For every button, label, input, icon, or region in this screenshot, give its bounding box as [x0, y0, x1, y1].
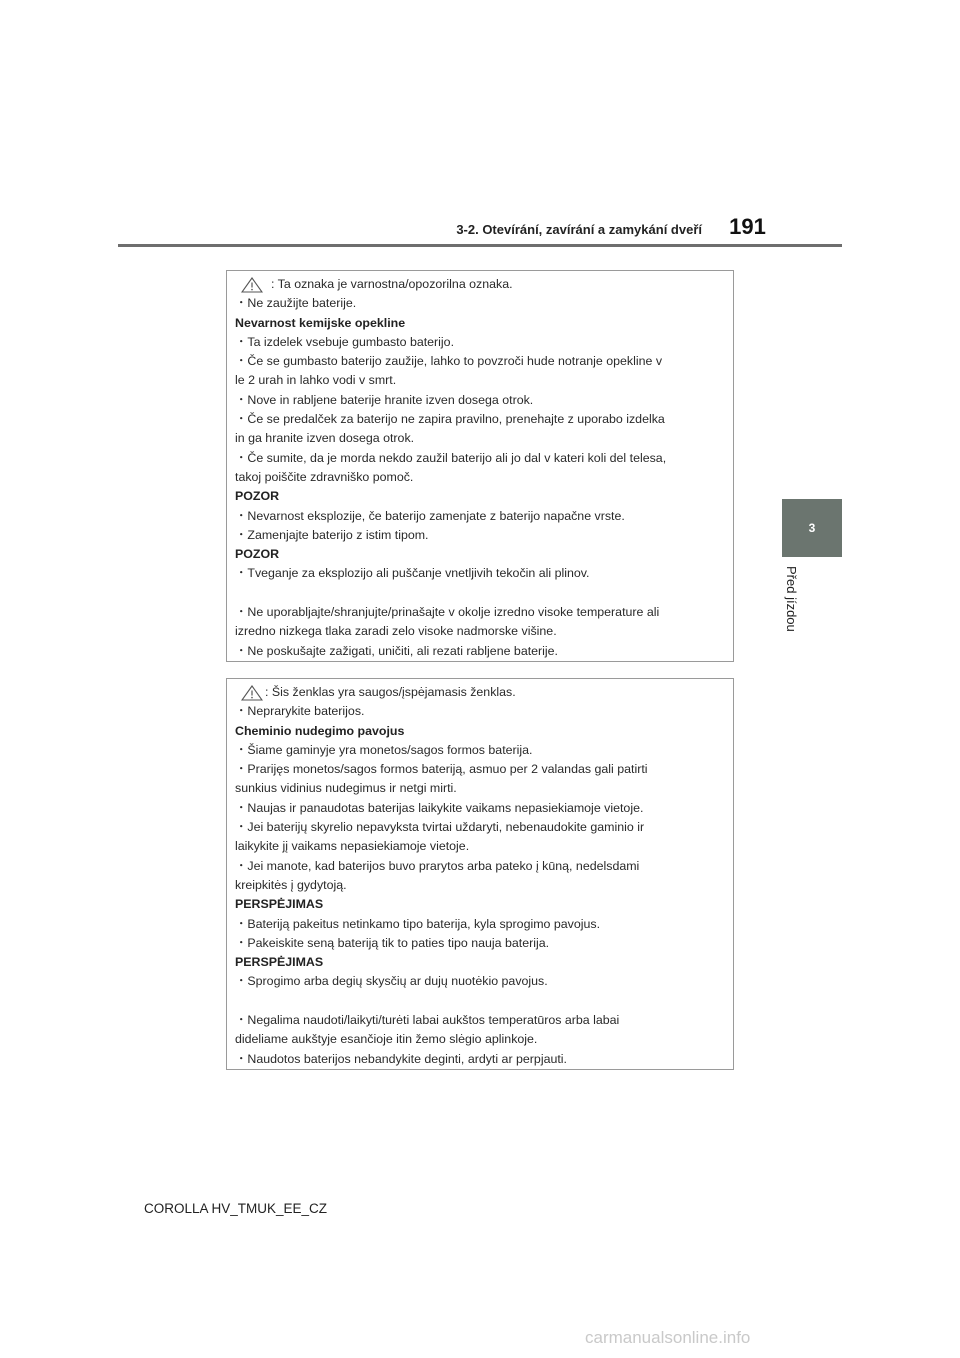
notice-line: sunkius vidinius nudegimus ir netgi mirti. — [235, 781, 457, 796]
notice-line: takoj poiščite zdravniško pomoč. — [235, 469, 414, 484]
notice-box-slovenian — [226, 270, 734, 662]
notice-line: ・Negalima naudoti/laikyti/turėti labai aukštos temperatūros arba labai — [235, 1013, 620, 1028]
notice-line: ・Če se predalček za baterijo ne zapira pravilno, prenehajte z uporabo izdelka — [235, 412, 665, 427]
notice-line: ・Pakeiskite seną bateriją tik to paties tipo nauja baterija. — [235, 935, 550, 950]
notice-line: ・Prarijęs monetos/sagos formos bateriją, asmuo per 2 valandas gali patirti — [235, 762, 648, 777]
page-number: 191 — [729, 214, 766, 239]
notice-line: ・Naujas ir panaudotas baterijas laikykite vaikams nepasiekiamoje vietoje. — [235, 800, 644, 815]
watermark: carmanualsonline.info — [585, 1328, 751, 1347]
chapter-tab: 3 — [782, 499, 842, 557]
notice-line: ・Če se gumbasto baterijo zaužije, lahko to povzroči hude notranje opekline v — [235, 354, 663, 369]
warning-text: : Šis ženklas yra saugos/įspėjamasis ženklas. — [265, 685, 516, 699]
warning-text: : Ta oznaka je varnostna/opozorilna oznaka. — [271, 277, 513, 291]
notice-line: in ga hranite izven dosega otrok. — [235, 431, 415, 446]
notice-heading: Cheminio nudegimo pavojus — [235, 723, 405, 738]
notice-lines — [235, 294, 725, 661]
notice-lines — [235, 702, 725, 1069]
notice-line: le 2 urah in lahko vodi v smrt. — [235, 373, 397, 388]
notice-line: ・Naudotos baterijos nebandykite deginti, ardyti ar perpjauti. — [235, 1051, 567, 1066]
notice-line: ・Nevarnost eksplozije, če baterijo zamenjate z baterijo napačne vrste. — [235, 508, 625, 523]
notice-line: ・Če sumite, da je morda nekdo zaužil baterijo ali jo dal v kateri koli del telesa, — [235, 450, 667, 465]
notice-heading: POZOR — [235, 489, 280, 504]
warning-row — [235, 275, 725, 294]
header-rule — [118, 244, 842, 247]
notice-line: laikykite jį vaikams nepasiekiamoje vietoje. — [235, 839, 470, 854]
notice-line: ・Ne zaužijte baterije. — [235, 296, 357, 311]
notice-line: ・Jei manote, kad baterijos buvo prarytos arba pateko į kūną, nedelsdami — [235, 858, 640, 873]
notice-line: kreipkitės į gydytoją. — [235, 877, 347, 892]
notice-line: ・Bateriją pakeitus netinkamo tipo baterija, kyla sprogimo pavojus. — [235, 916, 601, 931]
notice-line: ・Jei baterijų skyrelio nepavyksta tvirtai uždaryti, nebenaudokite gaminio ir — [235, 820, 645, 835]
notice-heading: PERSPĖJIMAS — [235, 955, 324, 970]
warning-triangle-icon — [241, 277, 263, 293]
warning-triangle-icon — [241, 685, 263, 701]
notice-line: ・Šiame gaminyje yra monetos/sagos formos baterija. — [235, 742, 533, 757]
notice-line: ・Ne poskušajte zažigati, uničiti, ali rezati rabljene baterije. — [235, 643, 559, 658]
notice-line: ・Nove in rabljene baterije hranite izven dosega otrok. — [235, 392, 534, 407]
section-title: 3-2. Otevírání, zavírání a zamykání dveří — [456, 222, 702, 237]
notice-line: izredno nizkega tlaka zaradi zelo visoke nadmorske višine. — [235, 624, 557, 639]
notice-line: ・Neprarykite baterijos. — [235, 704, 365, 719]
notice-line: ・Ta izdelek vsebuje gumbasto baterijo. — [235, 334, 455, 349]
notice-line — [235, 992, 725, 1011]
manual-code: COROLLA HV_TMUK_EE_CZ — [144, 1201, 328, 1216]
notice-line: ・Sprogimo arba degių skysčių ar dujų nuotėkio pavojus. — [235, 974, 548, 989]
notice-box-lithuanian — [226, 678, 734, 1070]
chapter-side-label-wrap — [784, 566, 806, 646]
notice-heading: Nevarnost kemijske opekline — [235, 315, 406, 330]
notice-line: dideliame aukštyje esančioje itin žemo slėgio aplinkoje. — [235, 1032, 538, 1047]
notice-heading: POZOR — [235, 547, 280, 562]
notice-line — [235, 584, 725, 603]
notice-line: ・Tveganje za eksplozijo ali puščanje vnetljivih tekočin ali plinov. — [235, 566, 590, 581]
chapter-side-label: Před jízdou — [784, 566, 799, 632]
notice-heading: PERSPĖJIMAS — [235, 897, 324, 912]
warning-row — [235, 683, 725, 702]
notice-line: ・Zamenjajte baterijo z istim tipom. — [235, 527, 429, 542]
notice-line: ・Ne uporabljajte/shranjujte/prinašajte v okolje izredno visoke temperature ali — [235, 605, 660, 620]
